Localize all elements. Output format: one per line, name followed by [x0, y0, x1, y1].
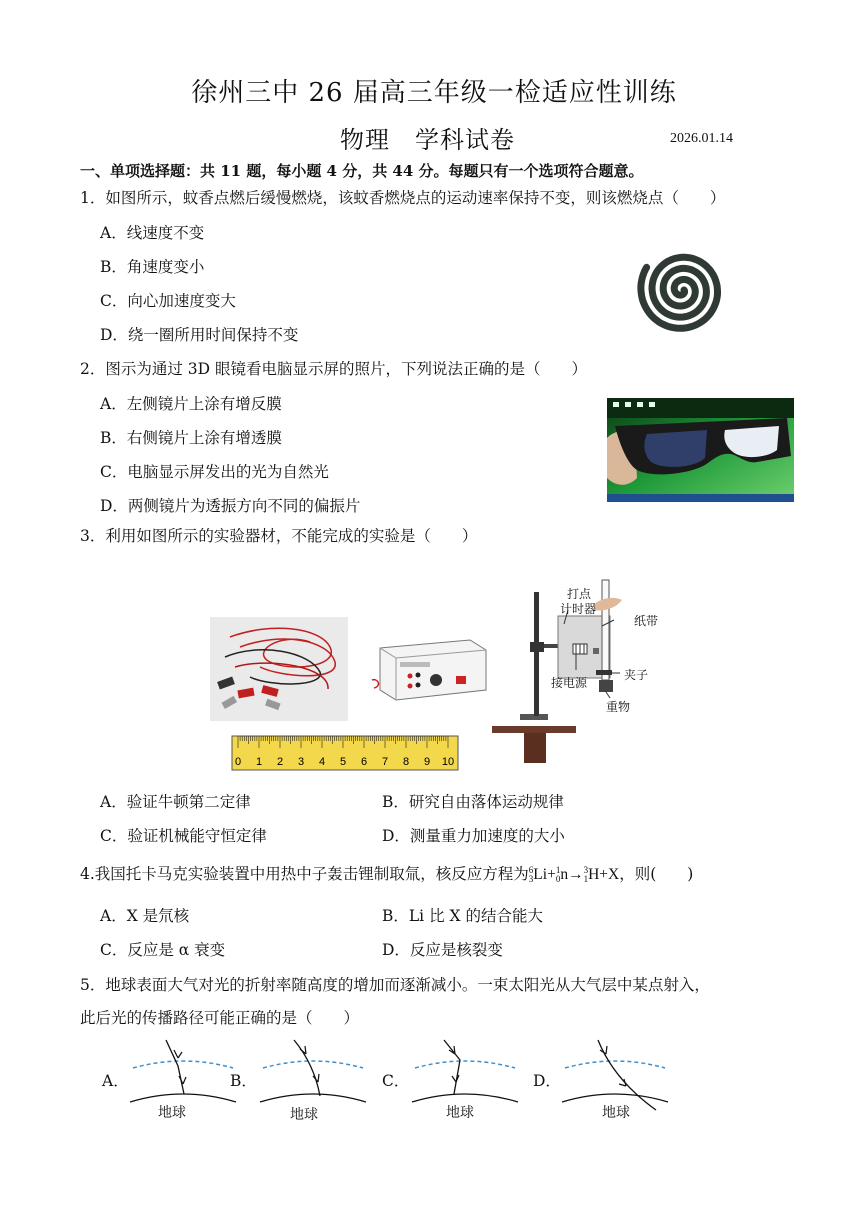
question-3-option-a: A．验证牛顿第二定律 — [100, 793, 251, 811]
section-heading: 一、单项选择题：共 11 题，每小题 4 分，共 44 分。每题只有一个选项符合题意。 — [80, 162, 644, 180]
ruler-tick-label: 7 — [381, 756, 389, 768]
question-5-option-c: C． — [382, 1072, 410, 1090]
3d-glasses-photo — [607, 398, 794, 502]
label-timer-2: 计时器 — [560, 602, 597, 616]
n-symbol: n — [560, 866, 569, 883]
question-2-option-b: B．右侧镜片上涂有增透膜 — [100, 429, 282, 447]
question-1-option-d: D．绕一圈所用时间保持不变 — [100, 326, 299, 344]
h-mass-number: 3 — [583, 865, 589, 876]
question-5-option-a: A． — [102, 1072, 129, 1090]
question-4-option-a: A．X 是氘核 — [100, 907, 190, 925]
question-4-option-d: D．反应是核裂变 — [382, 941, 503, 959]
question-4-option-b: B．Li 比 X 的结合能大 — [382, 907, 543, 925]
ruler-tick-label: 1 — [255, 756, 263, 768]
ruler-tick-label: 4 — [318, 756, 326, 768]
nuclear-equation — [529, 866, 619, 883]
ruler-tick-label: 6 — [360, 756, 368, 768]
question-3-stem: 3．利用如图所示的实验器材，不能完成的实验是（ ） — [80, 527, 478, 545]
li-symbol: Li — [533, 866, 548, 883]
question-4-stem-suffix: ，则( ) — [619, 865, 694, 883]
ruler-tick-label: 3 — [297, 756, 305, 768]
label-clip: 夹子 — [624, 668, 649, 682]
wires-photo — [210, 617, 348, 721]
ruler-tick-label: 9 — [423, 756, 431, 768]
label-timer: 打点 — [567, 587, 592, 601]
power-supply-figure — [370, 636, 490, 702]
ruler-tick-label: 5 — [339, 756, 347, 768]
n-mass-number: 1 — [555, 865, 561, 876]
li-atomic-number: 3 — [528, 874, 534, 885]
question-3-option-d: D．测量重力加速度的大小 — [382, 827, 565, 845]
question-1-stem: 1．如图所示，蚊香点燃后缓慢燃烧，该蚊香燃烧点的运动速率保持不变，则该燃烧点（ ） — [80, 189, 726, 207]
question-2-option-c: C．电脑显示屏发出的光为自然光 — [100, 463, 329, 481]
question-4-stem — [80, 862, 693, 884]
question-3-option-c: C．验证机械能守恒定律 — [100, 827, 267, 845]
question-2-stem: 2．图示为通过 3D 眼镜看电脑显示屏的照片，下列说法正确的是（ ） — [80, 360, 588, 378]
question-1-option-a: A．线速度不变 — [100, 224, 205, 242]
exam-title: 徐州三中 26 届高三年级一检适应性训练 — [191, 78, 677, 108]
question-5-option-d: D． — [533, 1072, 561, 1090]
ruler-figure — [232, 736, 458, 770]
label-power: 接电源 — [551, 676, 588, 690]
question-2-option-a: A．左侧镜片上涂有增反膜 — [100, 395, 282, 413]
question-1-option-c: C．向心加速度变大 — [100, 292, 236, 310]
label-tape: 纸带 — [634, 614, 659, 628]
ruler-tick-label: 8 — [402, 756, 410, 768]
mosquito-coil-figure — [622, 228, 752, 353]
li-mass-number: 6 — [528, 865, 534, 876]
arrow-sign: → — [568, 866, 584, 883]
question-2-option-d: D．两侧镜片为透振方向不同的偏振片 — [100, 497, 361, 515]
h-symbol: H — [588, 866, 600, 883]
question-5-stem-line-2: 此后光的传播路径可能正确的是（ ） — [80, 1009, 360, 1027]
x-symbol: X — [608, 866, 620, 883]
ruler-tick-label: 2 — [276, 756, 284, 768]
earth-label-b: 地球 — [290, 1107, 318, 1123]
n-atomic-number: 0 — [555, 874, 561, 885]
ruler-tick-label: 0 — [234, 756, 242, 768]
ruler-tick-label: 10 — [441, 756, 455, 768]
earth-label-a: 地球 — [158, 1105, 186, 1121]
question-1-option-b: B．角速度变小 — [100, 258, 205, 276]
plus-sign-2: + — [599, 866, 609, 883]
question-4-stem-prefix: 4.我国托卡马克实验装置中用热中子轰击锂制取氚，核反应方程为 — [80, 865, 529, 883]
exam-subtitle: 物理 学科试卷 — [340, 126, 515, 154]
earth-label-d: 地球 — [602, 1105, 630, 1121]
plus-sign: + — [547, 866, 556, 883]
label-weight: 重物 — [606, 700, 631, 714]
h-atomic-number: 1 — [583, 874, 589, 885]
question-3-option-b: B．研究自由落体运动规律 — [382, 793, 564, 811]
question-5-stem-line-1: 5．地球表面大气对光的折射率随高度的增加而逐渐减小。一束太阳光从大气层中某点射入， — [80, 976, 710, 994]
question-4-option-c: C．反应是 α 衰变 — [100, 941, 226, 959]
earth-label-c: 地球 — [446, 1105, 474, 1121]
question-5-option-b: B． — [230, 1072, 257, 1090]
exam-date: 2026.01.14 — [670, 131, 733, 146]
